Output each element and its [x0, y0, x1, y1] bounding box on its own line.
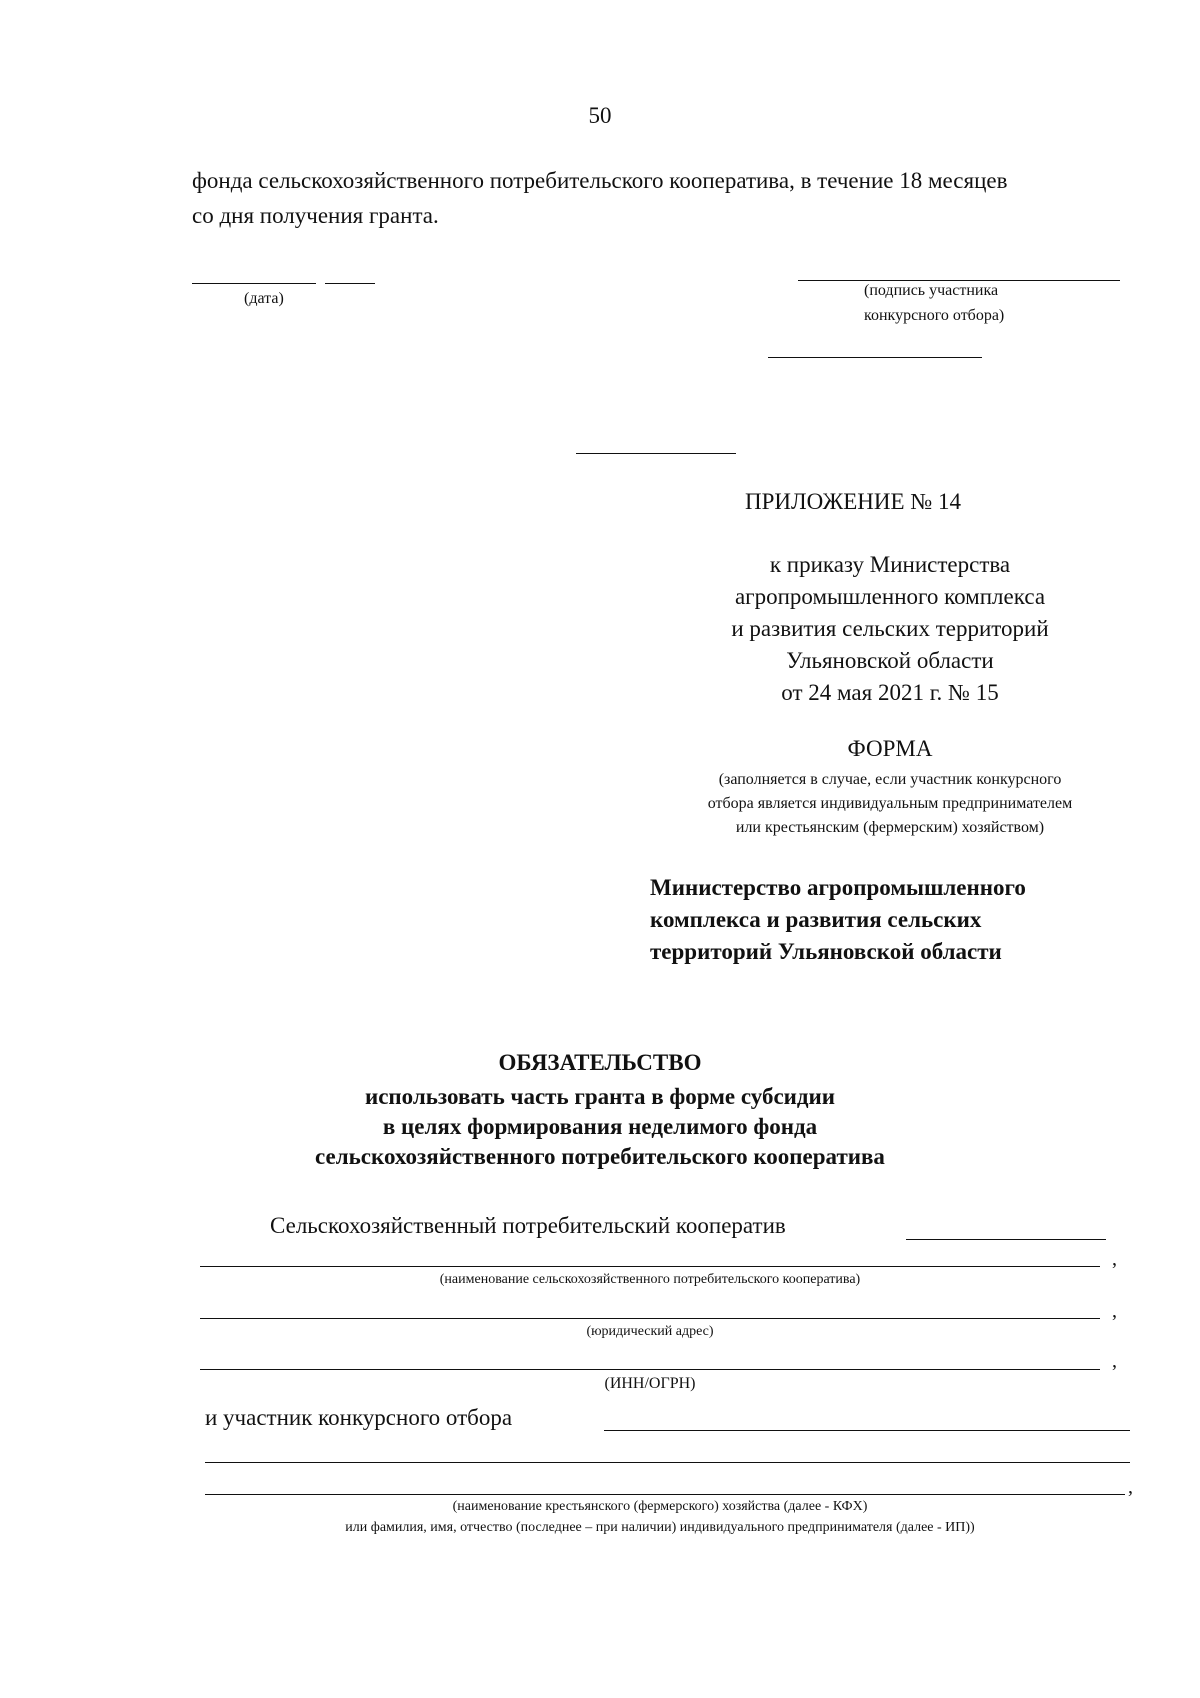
appendix-line: Ульяновской области [786, 648, 994, 673]
appendix-line: и развития сельских территорий [731, 616, 1049, 641]
obligation-subtitle-line: использовать часть гранта в форме субсидии [364, 1084, 836, 1109]
form-note-line: или крестьянским (фермерским) хозяйством) [735, 819, 1045, 836]
appendix-lines [640, 549, 1140, 709]
coop-name-caption: (наименование сельскохозяйственного потребительского кооператива) [439, 1272, 861, 1287]
obligation-subtitle-line: сельскохозяйственного потребительского кооператива [315, 1144, 885, 1169]
form-note [600, 768, 1180, 840]
appendix-line: от 24 мая 2021 г. № 15 [781, 680, 999, 705]
form-note-line: отбора является индивидуальным предпринимателем [707, 795, 1073, 812]
participant-field-line-2[interactable] [205, 1462, 1130, 1463]
appendix-line: к приказу Министерства [769, 552, 1011, 577]
signature-label-1: (подпись участника [864, 282, 999, 299]
participant-caption-2: или фамилия, имя, отчество (последнее – при наличии) индивидуального предпринимателя (далее - ИП)) [345, 1520, 975, 1535]
date-label: (дата) [244, 290, 284, 307]
obligation-subtitle [250, 1082, 950, 1172]
comma: , [1112, 1248, 1117, 1270]
signature-line [798, 280, 1120, 281]
addressee-line: территорий Ульяновской области [650, 939, 1002, 964]
legal-address-field-line[interactable] [200, 1318, 1100, 1319]
comma: , [1112, 1350, 1117, 1372]
addressee-line: комплекса и развития сельских [650, 907, 982, 932]
signature-label-2: конкурсного отбора) [864, 307, 1005, 324]
coop-label: Сельскохозяйственный потребительский кооператив [270, 1213, 786, 1238]
comma: , [1112, 1300, 1117, 1322]
inn-caption: (ИНН/ОГРН) [604, 1375, 696, 1392]
obligation-subtitle-line: в целях формирования неделимого фонда [382, 1114, 818, 1139]
separator-line-1 [768, 357, 982, 358]
addressee [650, 872, 1026, 968]
participant-label: и участник конкурсного отбора [205, 1405, 513, 1430]
participant-caption-1: (наименование крестьянского (фермерского) хозяйства (далее - КФХ) [452, 1499, 868, 1514]
appendix-title: ПРИЛОЖЕНИЕ № 14 [745, 489, 962, 514]
inn-field-line[interactable] [200, 1369, 1100, 1370]
date-line-a [192, 283, 316, 284]
obligation-title: ОБЯЗАТЕЛЬСТВО [498, 1050, 702, 1075]
participant-field-line-1[interactable] [604, 1430, 1130, 1431]
legal-address-caption: (юридический адрес) [586, 1324, 714, 1339]
participant-field-line-3[interactable] [205, 1494, 1125, 1495]
appendix-line: агропромышленного комплекса [734, 584, 1046, 609]
form-note-line: (заполняется в случае, если участник конкурсного [718, 771, 1062, 788]
coop-name-field-line[interactable] [200, 1266, 1100, 1267]
date-line-b [325, 283, 375, 284]
separator-line-2 [576, 453, 736, 454]
coop-field-line-1[interactable] [906, 1239, 1106, 1240]
intro-line-1: фонда сельскохозяйственного потребительского кооператива, в течение 18 месяцев [192, 168, 1008, 193]
addressee-line: Министерство агропромышленного [650, 875, 1026, 900]
intro-line-2: со дня получения гранта. [192, 203, 439, 228]
page-number: 50 [588, 103, 612, 128]
form-title: ФОРМА [847, 736, 933, 761]
comma: , [1128, 1476, 1133, 1498]
